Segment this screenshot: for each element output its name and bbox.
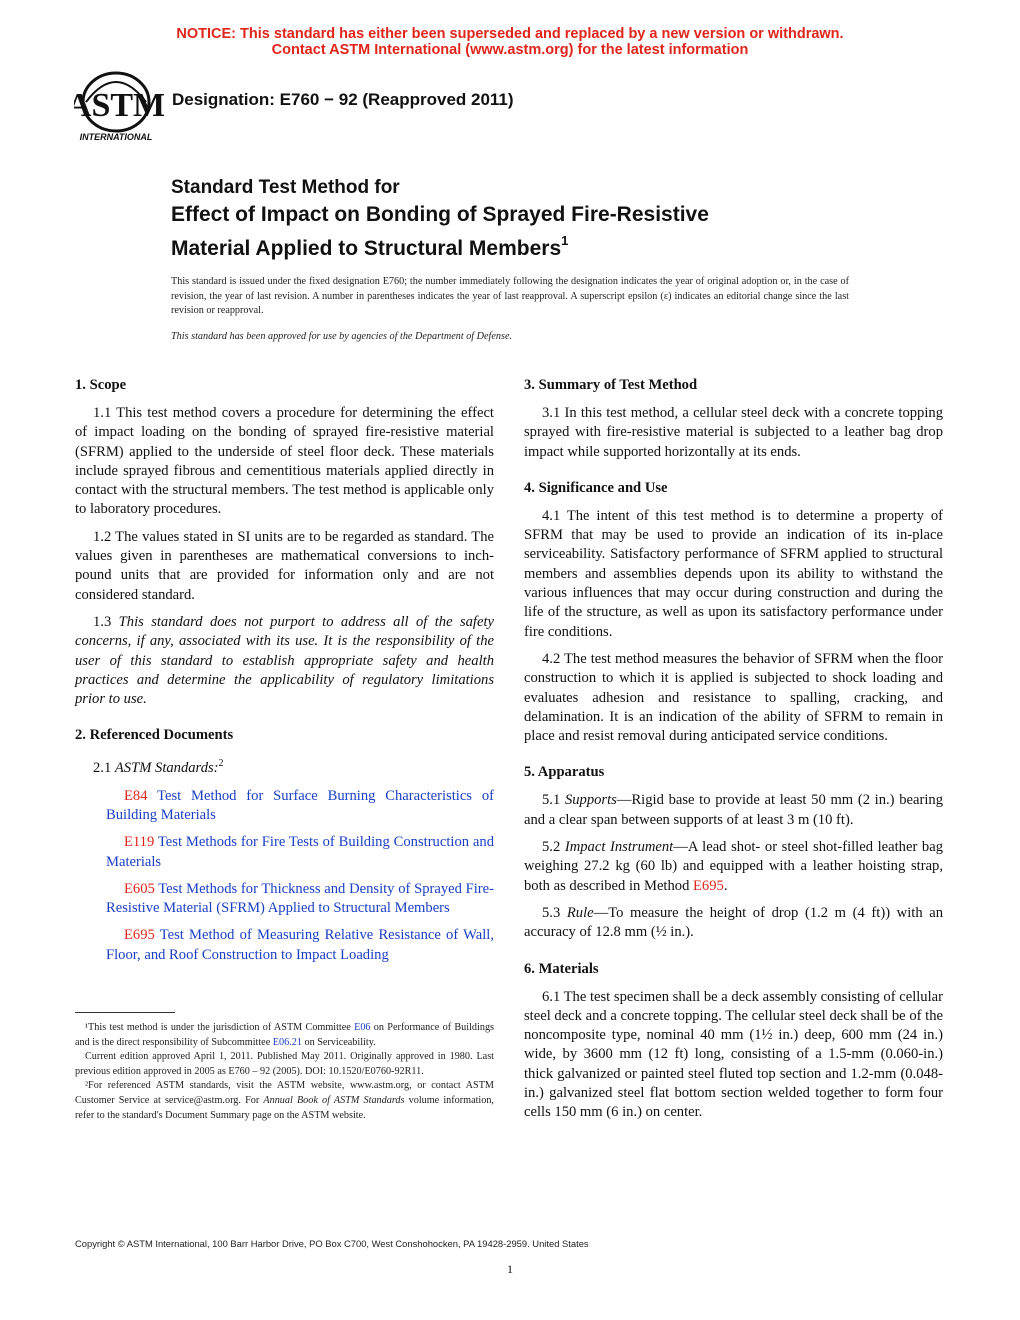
astm-logo-icon [74,70,164,146]
title-line-2: Effect of Impact on Bonding of Sprayed Fire-Resistive [171,203,709,226]
section-heading-significance: 4. Significance and Use [524,479,668,496]
logo-letters: ASTM [74,87,164,124]
footnote-1-text-b: on Performance of Buildings and is the direct responsibility of Subcommittee [75,1022,495,1048]
subcommittee-e06-21-link[interactable]: E06.21 [272,1036,302,1048]
reference-item[interactable] [75,787,494,826]
section-heading-apparatus: 5. Apparatus [524,764,605,781]
annual-book-title: Annual Book of ASTM Standards [263,1094,405,1106]
paragraph-1-3-text: This standard does not purport to address all of the safety concerns, if any, associated with its use. It is the responsibility of the user of this standard to establish appropriate safety and health practices and determine the applicability of regulatory limitations prior to use. [75,613,494,708]
notice-line-1: NOTICE: This standard has either been superseded and replaced by a new version or withdrawn. [176,26,844,42]
footnote-mark-2: 2 [218,758,224,770]
paragraph-5-1-text: —Rigid base to provide at least 50 mm (2 in.) bearing and a clear span between supports of at least 3 m (10 ft). [524,792,943,828]
paragraph-5-2-number: 5.2 [542,839,565,856]
footnotes [75,1021,494,1123]
paragraph-6-1: 6.1 The test specimen shall be a deck assembly consisting of cellular steel deck and a concrete topping. The cellular steel deck shall be of the noncomposite type, nominal 40 mm (1½ in.) deep, 600 mm (24 in.) wide, by 3600 mm (12 ft) long, consisting of a 1.5-mm (0.060-in.) thick galvanized or painted steel fluted top section and 1.2-mm (0.048-in.) galvanized steel flat bottom section welded together to form four cells 150 mm (6 in.) on center. [524,988,943,1121]
footnote-1-edition: Current edition approved April 1, 2011. Published May 2011. Originally approved in 1980. Last previous edition approved in 2005 as E760 – 92 (2005). DOI: 10.1520/E0760-92R11. [75,1051,494,1077]
footnote-1-text-c: on Serviceability. [301,1036,376,1048]
reference-item[interactable] [75,833,494,872]
reference-title[interactable]: Test Methods for Fire Tests of Building Construction and Materials [106,834,494,870]
reference-code[interactable]: E605 [124,880,155,897]
preface-note: This standard is issued under the fixed designation E760; the number immediately following the designation indicates the year of original adoption or, in the case of revision, the year of last revision. A number in parentheses indicates the year of last reapproval. A superscript epsilon (ε) indicates an editorial change since the last revision or reapproval. [171,276,849,317]
paragraph-5-2 [524,838,943,896]
paragraph-5-2-end: . [723,877,728,894]
footnote-divider [75,1012,175,1013]
paragraph-5-1 [524,791,943,830]
logo-subtitle: INTERNATIONAL [79,132,153,142]
title-footnote-mark: 1 [561,233,569,248]
paragraph-5-3 [524,904,943,943]
reference-title[interactable]: Test Method for Surface Burning Characteristics of Building Materials [106,787,494,823]
copyright-line: Copyright © ASTM International, 100 Barr Harbor Drive, PO Box C700, West Conshohocken, PA 19428-2959. United States [75,1238,589,1249]
page-number: 1 [507,1262,513,1276]
paragraph-2-1-number: 2.1 [93,760,115,777]
paragraph-1-2: 1.2 The values stated in SI units are to be regarded as standard. The values given in parentheses are mathematical conversions to inch-pound units that are provided for information only and are not considered standard. [75,528,494,603]
paragraph-5-2-text: —A lead shot- or steel shot-filled leather bag weighing 27.2 kg (60 lb) and equipped with a leather hoisting strap, both as described in Method [524,839,943,894]
paragraph-4-2: 4.2 The test method measures the behavior of SFRM when the floor construction to which it is applied is subjected to shock loading and evaluates adhesion and resistance to spalling, cracking, and delamination. It is an indication of the ability of SFRM to remain in place and resist removal during anticipated service conditions. [524,650,943,745]
section-heading-referenced-documents: 2. Referenced Documents [75,727,234,744]
title-line-1: Standard Test Method for [171,177,400,198]
dod-approval-note: This standard has been approved for use by agencies of the Department of Defense. [171,331,513,342]
right-column [524,376,943,1131]
left-column [75,376,494,973]
withdrawal-notice [0,26,1020,58]
paragraph-1-3 [75,613,494,709]
paragraph-3-1: 3.1 In this test method, a cellular steel deck with a concrete topping sprayed with fire-resistive material is subjected to a leather bag drop impact while supported horizontally at its ends. [524,405,943,460]
reference-code[interactable]: E695 [124,927,155,944]
designation: Designation: E760 − 92 (Reapproved 2011) [172,90,514,109]
section-heading-summary: 3. Summary of Test Method [524,377,698,393]
paragraph-1-3-number: 1.3 [93,613,119,630]
term-impact-instrument: Impact Instrument [564,839,674,856]
term-supports: Supports [564,792,617,809]
reference-code[interactable]: E119 [124,834,155,851]
footnote-2-text-b: volume information, refer to the standard's Document Summary page on the ASTM website. [75,1094,494,1121]
reference-item[interactable] [75,880,494,919]
footnote-1-text-a: ¹This test method is under the jurisdiction of ASTM Committee [85,1022,355,1033]
astm-standards-label: ASTM Standards: [114,760,219,777]
section-heading-scope: 1. Scope [75,377,127,393]
reference-item[interactable] [75,926,494,965]
title-line-3-text: Material Applied to Structural Members [171,237,562,260]
section-heading-materials: 6. Materials [524,960,599,977]
committee-e06-link[interactable]: E06 [354,1022,371,1033]
reference-code[interactable]: E84 [124,787,148,804]
paragraph-4-1: 4.1 The intent of this test method is to determine a property of SFRM that may be used to provide an indication of its in-place serviceability. Satisfactory performance of SFRM applied to structural members and assemblies depends upon its ability to withstand the various influences that may occur during construction and during the life of the structure, as well as upon its satisfactory performance under fire conditions. [524,507,943,640]
paragraph-1-1: 1.1 This test method covers a procedure for determining the effect of impact loading on the bonding of sprayed fire-resistive material (SFRM) applied to the underside of steel floor deck. These materials include sprayed fibrous and cementitious materials applied directly in contact with the structural members. The test method is applicable only to laboratory procedures. [75,405,494,518]
reference-title[interactable]: Test Method of Measuring Relative Resistance of Wall, Floor, and Roof Construction to Impact Loading [106,927,494,963]
term-rule: Rule [566,904,594,921]
reference-title[interactable]: Test Methods for Thickness and Density of Sprayed Fire-Resistive Material (SFRM) Applied to Structural Members [106,880,494,917]
footnote-1 [75,1021,494,1050]
paragraph-5-3-text: —To measure the height of drop (1.2 m (4 ft)) with an accuracy of 12.8 mm (½ in.). [524,904,944,941]
footnote-2 [75,1079,494,1123]
document-title [171,175,709,263]
notice-line-2: Contact ASTM International (www.astm.org) for the latest information [271,42,749,58]
e695-link[interactable]: E695 [693,877,724,894]
footnote-2-text-a: ²For referenced ASTM standards, visit the ASTM website, www.astm.org, or contact ASTM Customer Service at service@astm.org. For [75,1080,494,1106]
paragraph-2-1 [75,754,494,778]
title-line-3 [171,229,709,263]
paragraph-5-3-number: 5.3 [542,904,567,921]
paragraph-5-1-number: 5.1 [542,792,565,809]
